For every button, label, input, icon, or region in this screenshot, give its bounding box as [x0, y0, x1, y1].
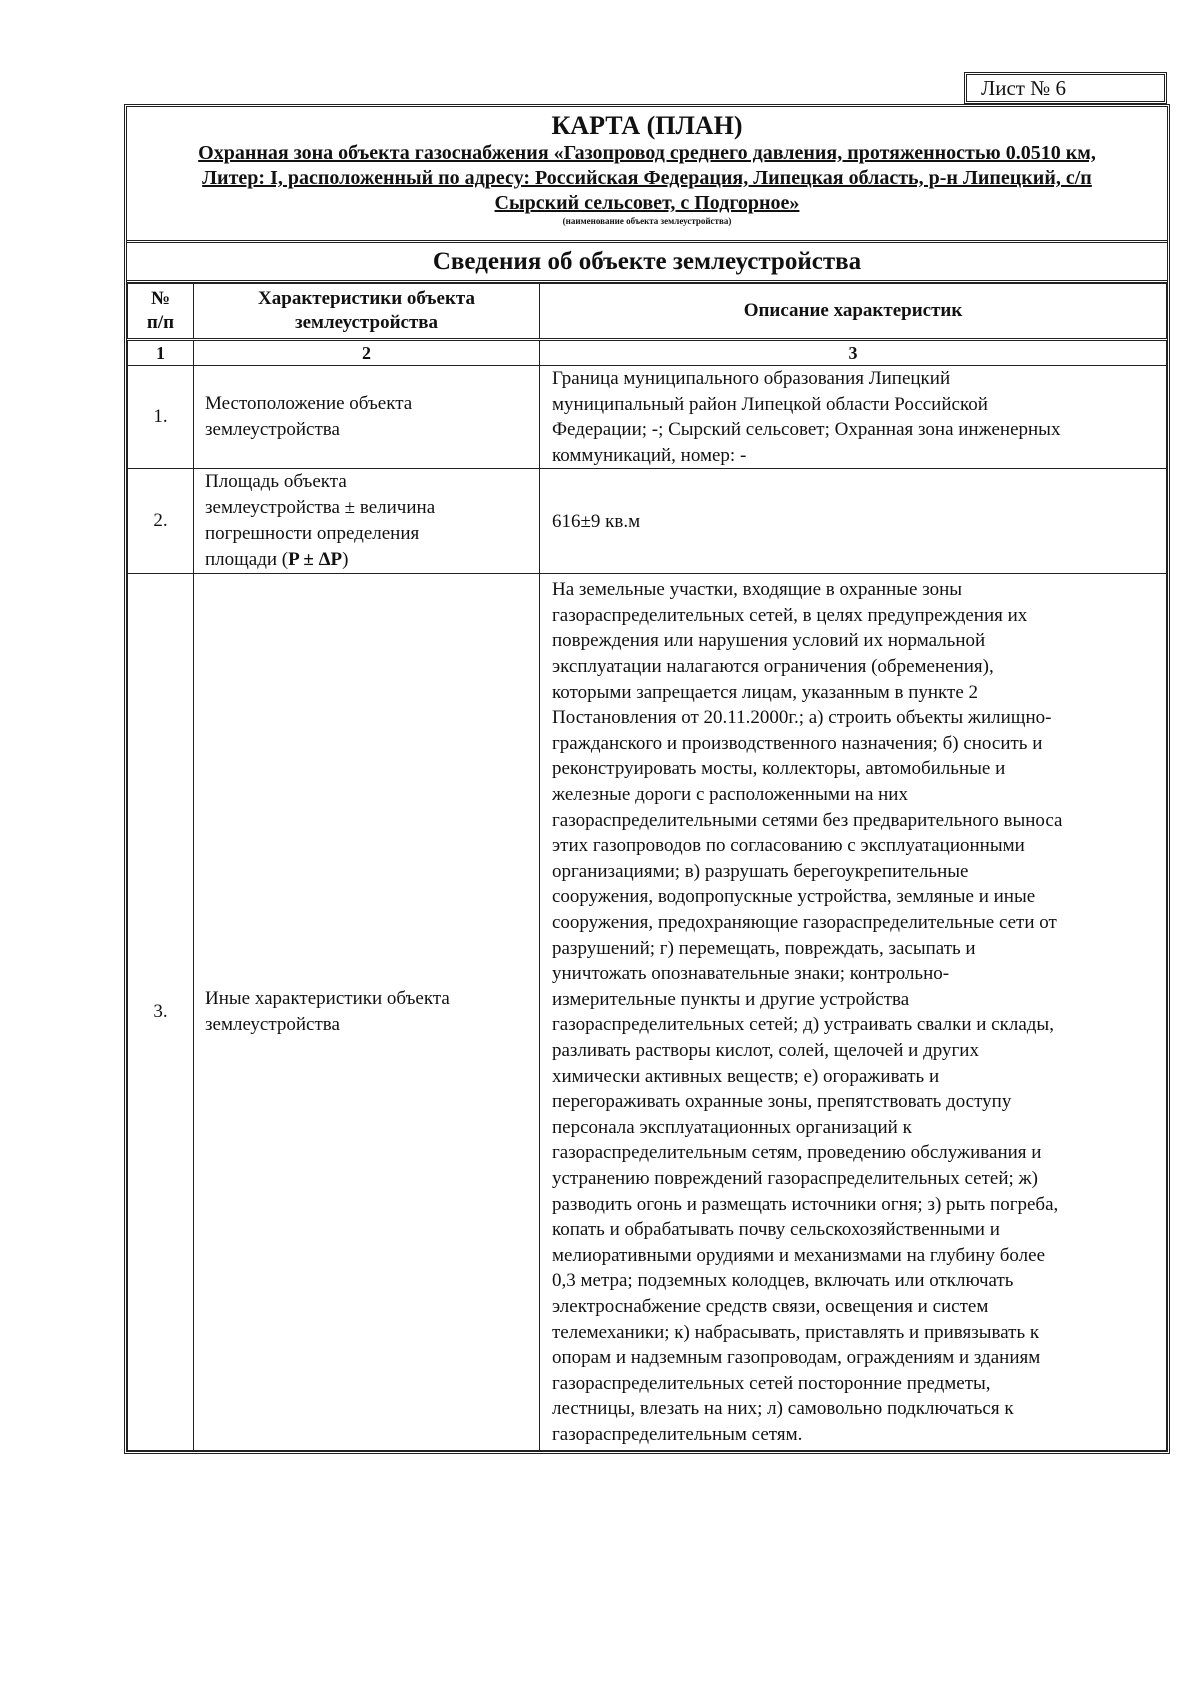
characteristic-name: [194, 574, 540, 1451]
text-line: телемеханики; к) набрасывать, приставлять и привязывать к: [552, 1321, 1040, 1343]
text-line: этих газопроводов по согласованию с эксплуатационными: [552, 835, 1025, 857]
object-name-line-3: Сырский сельсовет, с Подгорное»: [494, 192, 800, 214]
text-line: химически активных веществ; е) огораживать и: [552, 1065, 940, 1087]
text-line: измерительные пункты и другие устройства: [552, 988, 910, 1010]
text-line: Местоположение объекта: [205, 393, 413, 415]
text-line: газораспределительных сетей; д) устраивать свалки и склады,: [552, 1014, 1054, 1036]
text-line: копать и обрабатывать почву сельскохозяйственными и: [552, 1219, 1000, 1241]
text-line: мелиоративными орудиями и механизмами на глубину более: [552, 1244, 1046, 1266]
text-line: уничтожать опознавательные знаки; контрольно-: [552, 963, 950, 985]
text-line: Граница муниципального образования Липецкий: [552, 368, 951, 389]
text-line: персонала эксплуатационных организаций к: [552, 1116, 912, 1138]
text-line: газораспределительных сетей посторонние предметы,: [552, 1372, 991, 1394]
text-line: Федерации; -; Сырский сельсовет; Охранная зона инженерных: [552, 419, 1061, 441]
header-num-line-1: №: [150, 288, 171, 309]
text-line: разливать растворы кислот, солей, щелочей и других: [552, 1039, 979, 1061]
document-frame: [124, 104, 1170, 1454]
text-line: Иные характеристики объекта: [205, 988, 450, 1010]
column-number: 3: [540, 340, 1167, 366]
characteristic-description: [540, 469, 1167, 574]
text-line: лестницы, влезать на них; л) самовольно подключаться к: [552, 1398, 1014, 1420]
text-line: Постановления от 20.11.2000г.; а) строить объекты жилищно-: [552, 707, 1052, 729]
text-line: На земельные участки, входящие в охранные зоны: [552, 579, 963, 601]
header-characteristic: [194, 284, 540, 340]
text-line: газораспределительных сетей, в целях предупреждения их: [552, 604, 1028, 626]
text-line: устранению повреждений газораспределительных сетей; ж): [552, 1167, 1038, 1189]
text-line: разводить огонь и размещать источники огня; з) рыть погреба,: [552, 1193, 1059, 1215]
object-name-line-1: Охранная зона объекта газоснабжения «Газопровод среднего давления, протяженностью 0.0510 км,: [198, 142, 1096, 164]
row-number: 2.: [128, 469, 194, 574]
text-line: сооружения, предохраняющие газораспределительные сети от: [552, 912, 1057, 933]
area-formula: P ± ΔP: [288, 549, 343, 571]
text-line: землеустройства: [205, 419, 340, 441]
text-line: опорам и надземным газопроводам, ограждениям и зданиям: [552, 1347, 1041, 1369]
sheet-number: Лист № 6: [964, 72, 1167, 104]
text-line: 0,3 метра; подземных колодцев, включать или отключать: [552, 1270, 1014, 1292]
row-number: 1.: [128, 366, 194, 469]
text-line: электроснабжение средств связи, освещения и систем: [552, 1295, 989, 1317]
text-line: Площадь объекта: [205, 471, 347, 493]
text-line: гражданского и производственного назначения; б) сносить и: [552, 732, 1043, 754]
page-title: КАРТА (ПЛАН): [551, 111, 743, 140]
table-row: [128, 574, 1167, 1451]
header-characteristic-line-1: Характеристики объекта: [258, 288, 475, 309]
text-line: коммуникаций, номер: -: [552, 444, 747, 466]
area-value: 616±9 кв.м: [552, 510, 641, 532]
text-line: муниципальный район Липецкой области Российской: [552, 393, 988, 415]
text-line: газораспределительным сетям, проведению обслуживания и: [552, 1142, 1042, 1164]
text-line: повреждения или нарушения условий их нормальной: [552, 630, 986, 652]
title-block: [127, 107, 1167, 243]
text-line: землеустройства: [205, 1014, 340, 1036]
text-line: организациями; в) разрушать берегоукрепительные: [552, 860, 969, 882]
text-line: землеустройства ± величина: [205, 497, 436, 519]
header-characteristic-line-2: землеустройства: [294, 312, 439, 333]
characteristic-name: [194, 469, 540, 574]
characteristic-description: [540, 366, 1167, 469]
object-name-line-2: Литер: I, расположенный по адресу: Российская Федерация, Липецкая область, р-н Липецкий, с/п: [202, 167, 1092, 189]
text-line: железные дороги с расположенными на них: [552, 784, 908, 806]
table-header-row: [128, 284, 1167, 340]
section-title: Сведения об объекте землеустройства: [127, 243, 1167, 283]
object-name-caption: (наименование объекта землеустройства): [562, 216, 732, 226]
row-number: 3.: [128, 574, 194, 1451]
text-line: эксплуатации налагаются ограничения (обременения),: [552, 656, 994, 678]
characteristics-table: [127, 283, 1167, 1451]
text-fragment: ): [342, 549, 349, 571]
text-line: сооружения, водопропускные устройства, земляные и иные: [552, 886, 1036, 908]
table-row: [128, 366, 1167, 469]
header-num: [128, 284, 194, 340]
column-number: 1: [128, 340, 194, 366]
table-row: [128, 469, 1167, 574]
text-line: [205, 547, 539, 573]
text-line: перегораживать охранные зоны, препятствовать доступу: [552, 1091, 1012, 1113]
text-fragment: площади (: [205, 549, 289, 571]
column-numbers-row: [128, 340, 1167, 366]
text-line: реконструировать мосты, коллекторы, автомобильные и: [552, 758, 1006, 780]
text-line: разрушений; г) перемещать, повреждать, засыпать и: [552, 937, 976, 959]
characteristic-description: [540, 574, 1167, 1451]
text-line: газораспределительным сетям.: [552, 1423, 803, 1445]
text-line: газораспределительными сетями без предварительного выноса: [552, 809, 1063, 831]
text-line: которыми запрещается лицам, указанным в пункте 2: [552, 681, 979, 703]
characteristic-name: [194, 366, 540, 469]
header-num-line-2: п/п: [146, 312, 175, 333]
column-number: 2: [194, 340, 540, 366]
text-line: погрешности определения: [205, 523, 420, 545]
header-description: Описание характеристик: [540, 284, 1167, 340]
